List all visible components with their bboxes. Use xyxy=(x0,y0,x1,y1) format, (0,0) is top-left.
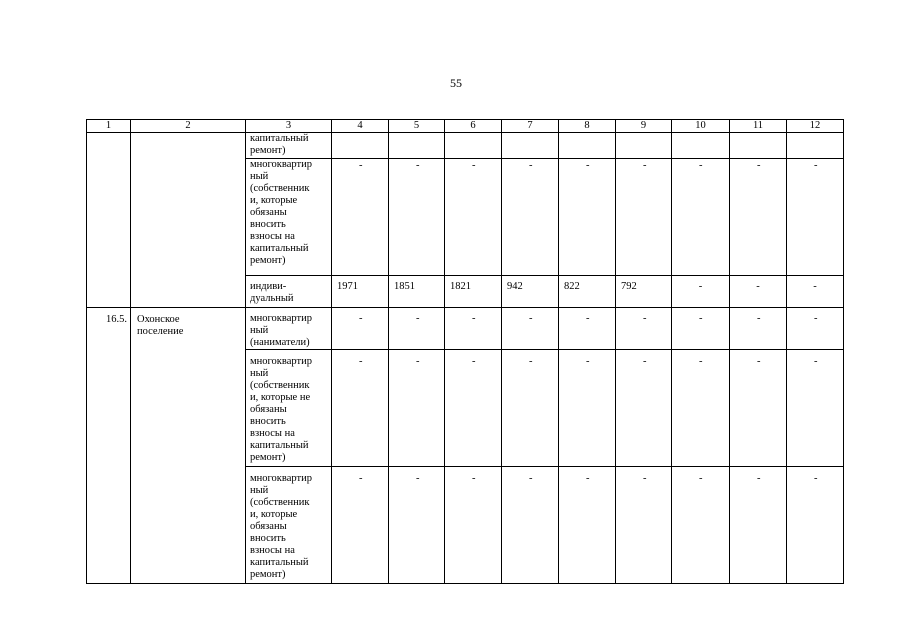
value-cell: - xyxy=(332,159,389,276)
value-cell: - xyxy=(559,467,616,584)
value-cell: - xyxy=(559,350,616,467)
column-header: 6 xyxy=(445,120,502,133)
value-cell: - xyxy=(445,308,502,350)
value-cell: - xyxy=(502,159,559,276)
housing-type-text: многоквартир ный (собственник и, которые обязаны вносить взносы на капитальный ремонт) xyxy=(250,473,312,580)
column-header: 7 xyxy=(502,120,559,133)
row-number: 16.5. xyxy=(87,308,131,584)
value-cell xyxy=(445,133,502,159)
value-cell xyxy=(616,133,672,159)
data-table xyxy=(86,119,844,584)
value-cell: - xyxy=(616,350,672,467)
housing-type xyxy=(246,308,332,350)
value-cell: - xyxy=(332,467,389,584)
value-cell: - xyxy=(787,350,844,467)
column-header: 11 xyxy=(730,120,787,133)
value-cell: - xyxy=(730,276,787,308)
value-cell: - xyxy=(730,350,787,467)
housing-type xyxy=(246,159,332,276)
settlement-name xyxy=(131,133,246,308)
housing-type xyxy=(246,133,332,159)
value-cell: - xyxy=(389,308,445,350)
value-cell: - xyxy=(616,159,672,276)
housing-type xyxy=(246,467,332,584)
value-cell: - xyxy=(672,350,730,467)
value-cell xyxy=(787,133,844,159)
value-cell xyxy=(672,133,730,159)
column-header: 3 xyxy=(246,120,332,133)
table-row xyxy=(87,308,844,350)
value-cell: - xyxy=(672,276,730,308)
row-number xyxy=(87,133,131,308)
housing-type xyxy=(246,350,332,467)
value-cell: - xyxy=(672,308,730,350)
value-cell: 1851 xyxy=(389,276,445,308)
column-header: 9 xyxy=(616,120,672,133)
value-cell: - xyxy=(389,350,445,467)
value-cell xyxy=(332,133,389,159)
column-header: 1 xyxy=(87,120,131,133)
value-cell: - xyxy=(787,308,844,350)
value-cell: - xyxy=(730,308,787,350)
value-cell: - xyxy=(730,159,787,276)
column-header: 2 xyxy=(131,120,246,133)
column-header: 5 xyxy=(389,120,445,133)
value-cell: - xyxy=(730,467,787,584)
value-cell: - xyxy=(616,308,672,350)
value-cell: - xyxy=(616,467,672,584)
value-cell: - xyxy=(332,350,389,467)
column-header: 4 xyxy=(332,120,389,133)
value-cell: - xyxy=(502,308,559,350)
value-cell: - xyxy=(787,467,844,584)
value-cell: - xyxy=(389,159,445,276)
value-cell: - xyxy=(787,276,844,308)
value-cell: - xyxy=(787,159,844,276)
value-cell: - xyxy=(445,159,502,276)
value-cell: 1821 xyxy=(445,276,502,308)
value-cell: 942 xyxy=(502,276,559,308)
housing-type-text: многоквартир ный (собственник и, которые не обязаны вносить взносы на капитальный ремонт) xyxy=(250,356,312,463)
value-cell xyxy=(559,133,616,159)
value-cell: - xyxy=(502,350,559,467)
value-cell: 1971 xyxy=(332,276,389,308)
value-cell: - xyxy=(389,467,445,584)
value-cell: - xyxy=(502,467,559,584)
value-cell: - xyxy=(559,159,616,276)
value-cell: - xyxy=(559,308,616,350)
settlement-name: Охонское поселение xyxy=(131,308,246,584)
value-cell xyxy=(730,133,787,159)
column-header: 8 xyxy=(559,120,616,133)
housing-type xyxy=(246,276,332,308)
value-cell: - xyxy=(672,159,730,276)
value-cell: - xyxy=(445,350,502,467)
housing-type-text: многоквартир ный (собственник и, которые обязаны вносить взносы на капитальный ремонт) xyxy=(250,159,312,266)
value-cell xyxy=(389,133,445,159)
housing-type-text: капитальный ремонт) xyxy=(250,133,309,156)
column-header: 12 xyxy=(787,120,844,133)
value-cell xyxy=(502,133,559,159)
column-header: 10 xyxy=(672,120,730,133)
header-row xyxy=(87,120,844,133)
value-cell: 822 xyxy=(559,276,616,308)
value-cell: - xyxy=(445,467,502,584)
value-cell: 792 xyxy=(616,276,672,308)
value-cell: - xyxy=(672,467,730,584)
page-number: 55 xyxy=(450,76,462,90)
value-cell: - xyxy=(332,308,389,350)
table-row xyxy=(87,133,844,159)
housing-type-text: многоквартир ный (наниматели) xyxy=(250,313,312,348)
housing-type-text: индиви- дуальный xyxy=(250,281,294,304)
